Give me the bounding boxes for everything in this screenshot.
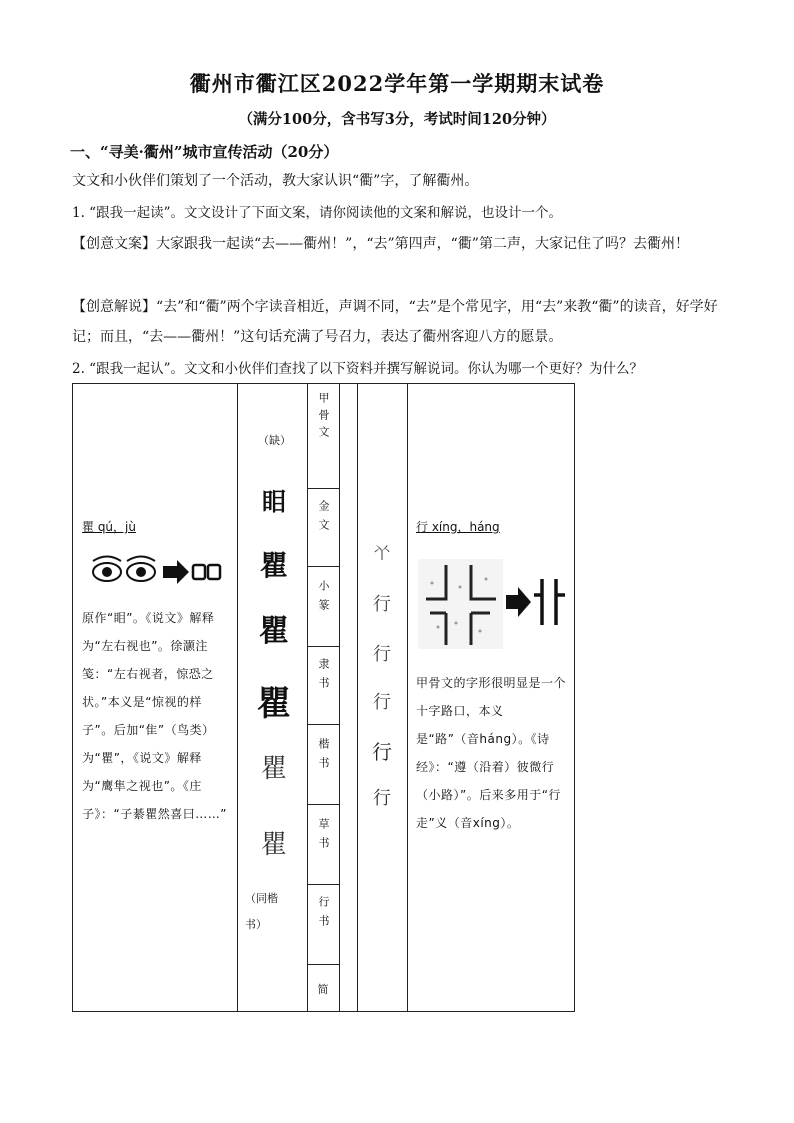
label-divider xyxy=(307,566,339,567)
label-jinwen: 金文 xyxy=(317,500,330,538)
qu-form-jinwen: 瞿 xyxy=(259,549,288,582)
character-table xyxy=(72,383,575,1012)
section-heading: 一、“寻美·衢州”城市宣传活动（20分） xyxy=(70,143,339,161)
label-divider xyxy=(307,804,339,805)
xing-form-2: 行 xyxy=(373,594,391,615)
question-2: 2. “跟我一起认”。文文和小伙伴们查找了以下资料并撰写解说词。你认为哪一个更好？为什么？ xyxy=(72,361,643,377)
qu-form-xiaozhuan: 瞿 xyxy=(259,614,289,649)
qu-heading: 瞿 qú，jù xyxy=(82,520,136,534)
label-lishu: 隶书 xyxy=(317,658,330,696)
label-divider xyxy=(307,884,339,885)
xing-form-6: 行 xyxy=(373,788,391,809)
same-as-kaishu-label: （同楷书） xyxy=(245,892,278,931)
qu-form-lishu: 瞿 xyxy=(257,684,291,724)
xing-heading: 行 xíng，háng xyxy=(416,520,500,534)
xing-form-1: 𠁥 xyxy=(373,544,391,564)
xing-form-5: 行 xyxy=(372,740,392,764)
qu-form-xingshu: 瞿 xyxy=(260,830,287,860)
creative-copy: 【创意文案】大家跟我一起读“去——衢州！”，“去”第四声，“衢”第二声，大家记住了吗？去衢州！ xyxy=(72,236,689,252)
label-divider xyxy=(307,724,339,725)
table-divider xyxy=(339,384,340,1011)
label-divider xyxy=(307,488,339,489)
table-divider xyxy=(407,384,408,1011)
qu-form-caoshu: 瞿 xyxy=(260,754,287,784)
label-jian: 简 xyxy=(317,983,329,996)
xing-explanation: 甲骨文的字形很明显是一个十字路口，本义是“路”（音háng）。《诗经》：“遵（沿着）彼微行（小路）”。后来多用于“行走”义（音xíng）。 xyxy=(416,676,567,830)
label-divider xyxy=(307,646,339,647)
question-1: 1. “跟我一起读”。文文设计了下面文案，请你阅读他的文案和解说，也设计一个。 xyxy=(72,205,562,221)
label-xingshu: 行书 xyxy=(317,896,330,934)
creative-explanation: 【创意解说】“去”和“衢”两个字读音相近，声调不同，“去”是个常见字，用“去”来教“衢”的读音，好学好记；而且，“去——衢州！”这句话充满了号召力，表达了衢州客迎八方的愿景。 xyxy=(72,299,718,345)
label-jiaguwen: 甲骨文 xyxy=(317,392,330,443)
page-title: 衢州市衢江区2022学年第一学期期末试卷 xyxy=(189,71,605,96)
label-xiaozhuan: 小篆 xyxy=(317,580,330,618)
missing-oracle-label: （缺） xyxy=(258,434,291,447)
label-caoshu: 草书 xyxy=(317,818,330,856)
qu-form-jiaguwen: 䀠 xyxy=(262,487,286,516)
intro-paragraph: 文文和小伙伴们策划了一个活动，教大家认识“衢”字，了解衢州。 xyxy=(72,173,479,189)
label-kaishu: 楷书 xyxy=(317,738,330,776)
xing-form-3: 行 xyxy=(373,644,391,665)
qu-explanation: 原作“䀠”。《说文》解释为“左右视也”。徐灏注笺：“左右视者，惊恐之状。”本义是“惊视的样子”。后加“隹”（鸟类）为“瞿”，《说文》解释为“鹰隼之视也”。《庄子》：“子綦瞿然喜曰……” xyxy=(82,611,227,821)
eye-evolution-illustration xyxy=(89,552,224,592)
exam-subtitle: （满分100分，含书写3分，考试时间120分钟） xyxy=(238,111,556,128)
label-divider xyxy=(307,964,339,965)
xing-form-4: 行 xyxy=(373,692,391,713)
crossroad-evolution-illustration xyxy=(416,557,566,652)
